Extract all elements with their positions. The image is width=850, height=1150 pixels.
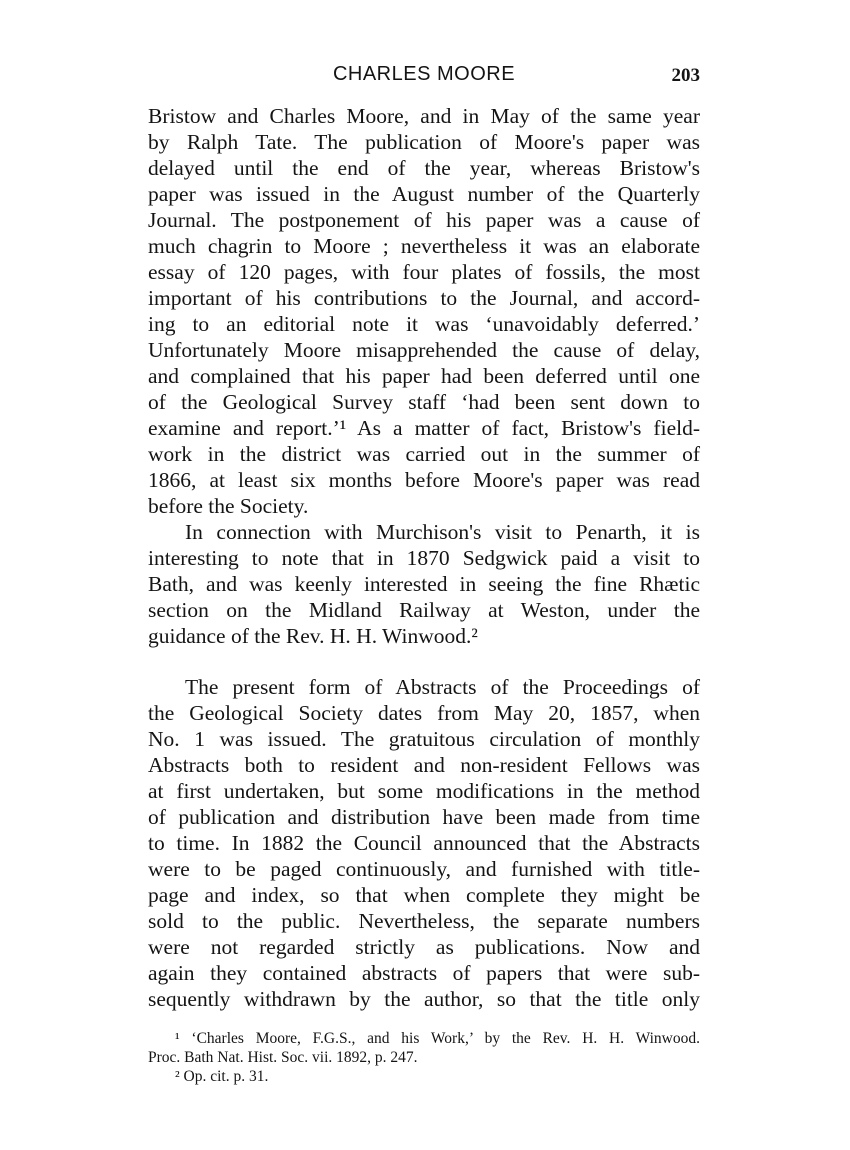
text-line: delayed until the end of the year, whereas Bristow's: [148, 156, 700, 180]
page-number: 203: [671, 65, 700, 86]
footnote-line: ¹ ‘Charles Moore, F.G.S., and his Work,’ by the Rev. H. H. Winwood.: [175, 1030, 700, 1047]
text-line: again they contained abstracts of papers that were sub-: [148, 961, 700, 985]
text-line: and complained that his paper had been deferred until one: [148, 364, 700, 388]
text-line: essay of 120 pages, with four plates of fossils, the most: [148, 260, 700, 284]
text-line: by Ralph Tate. The publication of Moore's paper was: [148, 130, 700, 154]
text-line: Bristow and Charles Moore, and in May of the same year: [148, 104, 700, 128]
text-line: at first undertaken, but some modifications in the method: [148, 779, 700, 803]
text-line: much chagrin to Moore ; nevertheless it was an elaborate: [148, 234, 700, 258]
text-line: guidance of the Rev. H. H. Winwood.²: [148, 624, 478, 648]
text-line: In connection with Murchison's visit to Penarth, it is: [185, 520, 700, 544]
footnotes: [148, 1029, 700, 1086]
text-line: Journal. The postponement of his paper was a cause of: [148, 208, 700, 232]
text-line: before the Society.: [148, 494, 309, 518]
text-line: important of his contributions to the Journal, and accord-: [148, 286, 700, 310]
text-line: to time. In 1882 the Council announced that the Abstracts: [148, 831, 700, 855]
running-title: CHARLES MOORE: [332, 63, 516, 85]
text-line: ing to an editorial note it was ‘unavoidably deferred.’: [148, 312, 700, 336]
text-line: interesting to note that in 1870 Sedgwick paid a visit to: [148, 546, 700, 570]
text-line: 1866, at least six months before Moore's paper was read: [148, 468, 700, 492]
text-line: No. 1 was issued. The gratuitous circulation of monthly: [148, 727, 700, 751]
text-line: The present form of Abstracts of the Proceedings of: [185, 675, 700, 699]
text-line: Abstracts both to resident and non-resident Fellows was: [148, 753, 700, 777]
text-line: examine and report.’¹ As a matter of fact, Bristow's field-: [148, 416, 700, 440]
text-line: sequently withdrawn by the author, so that the title only: [148, 987, 700, 1011]
footnote-line: Proc. Bath Nat. Hist. Soc. vii. 1892, p. 247.: [148, 1049, 418, 1066]
text-line: were to be paged continuously, and furnished with title-: [148, 857, 700, 881]
text-line: paper was issued in the August number of the Quarterly: [148, 182, 700, 206]
text-line: of publication and distribution have been made from time: [148, 805, 700, 829]
section-break: [148, 649, 700, 674]
text-line: of the Geological Survey staff ‘had been sent down to: [148, 390, 700, 414]
text-line: were not regarded strictly as publications. Now and: [148, 935, 700, 959]
text-line: Unfortunately Moore misapprehended the cause of delay,: [148, 338, 700, 362]
text-line: work in the district was carried out in the summer of: [148, 442, 700, 466]
text-line: the Geological Society dates from May 20, 1857, when: [148, 701, 700, 725]
footnote-line: ² Op. cit. p. 31.: [175, 1068, 269, 1085]
text-line: sold to the public. Nevertheless, the separate numbers: [148, 909, 700, 933]
text-line: Bath, and was keenly interested in seeing the fine Rhætic: [148, 572, 700, 596]
text-line: section on the Midland Railway at Weston, under the: [148, 598, 700, 622]
text-line: page and index, so that when complete they might be: [148, 883, 700, 907]
body-text: [148, 103, 700, 1012]
running-header: [148, 63, 700, 91]
